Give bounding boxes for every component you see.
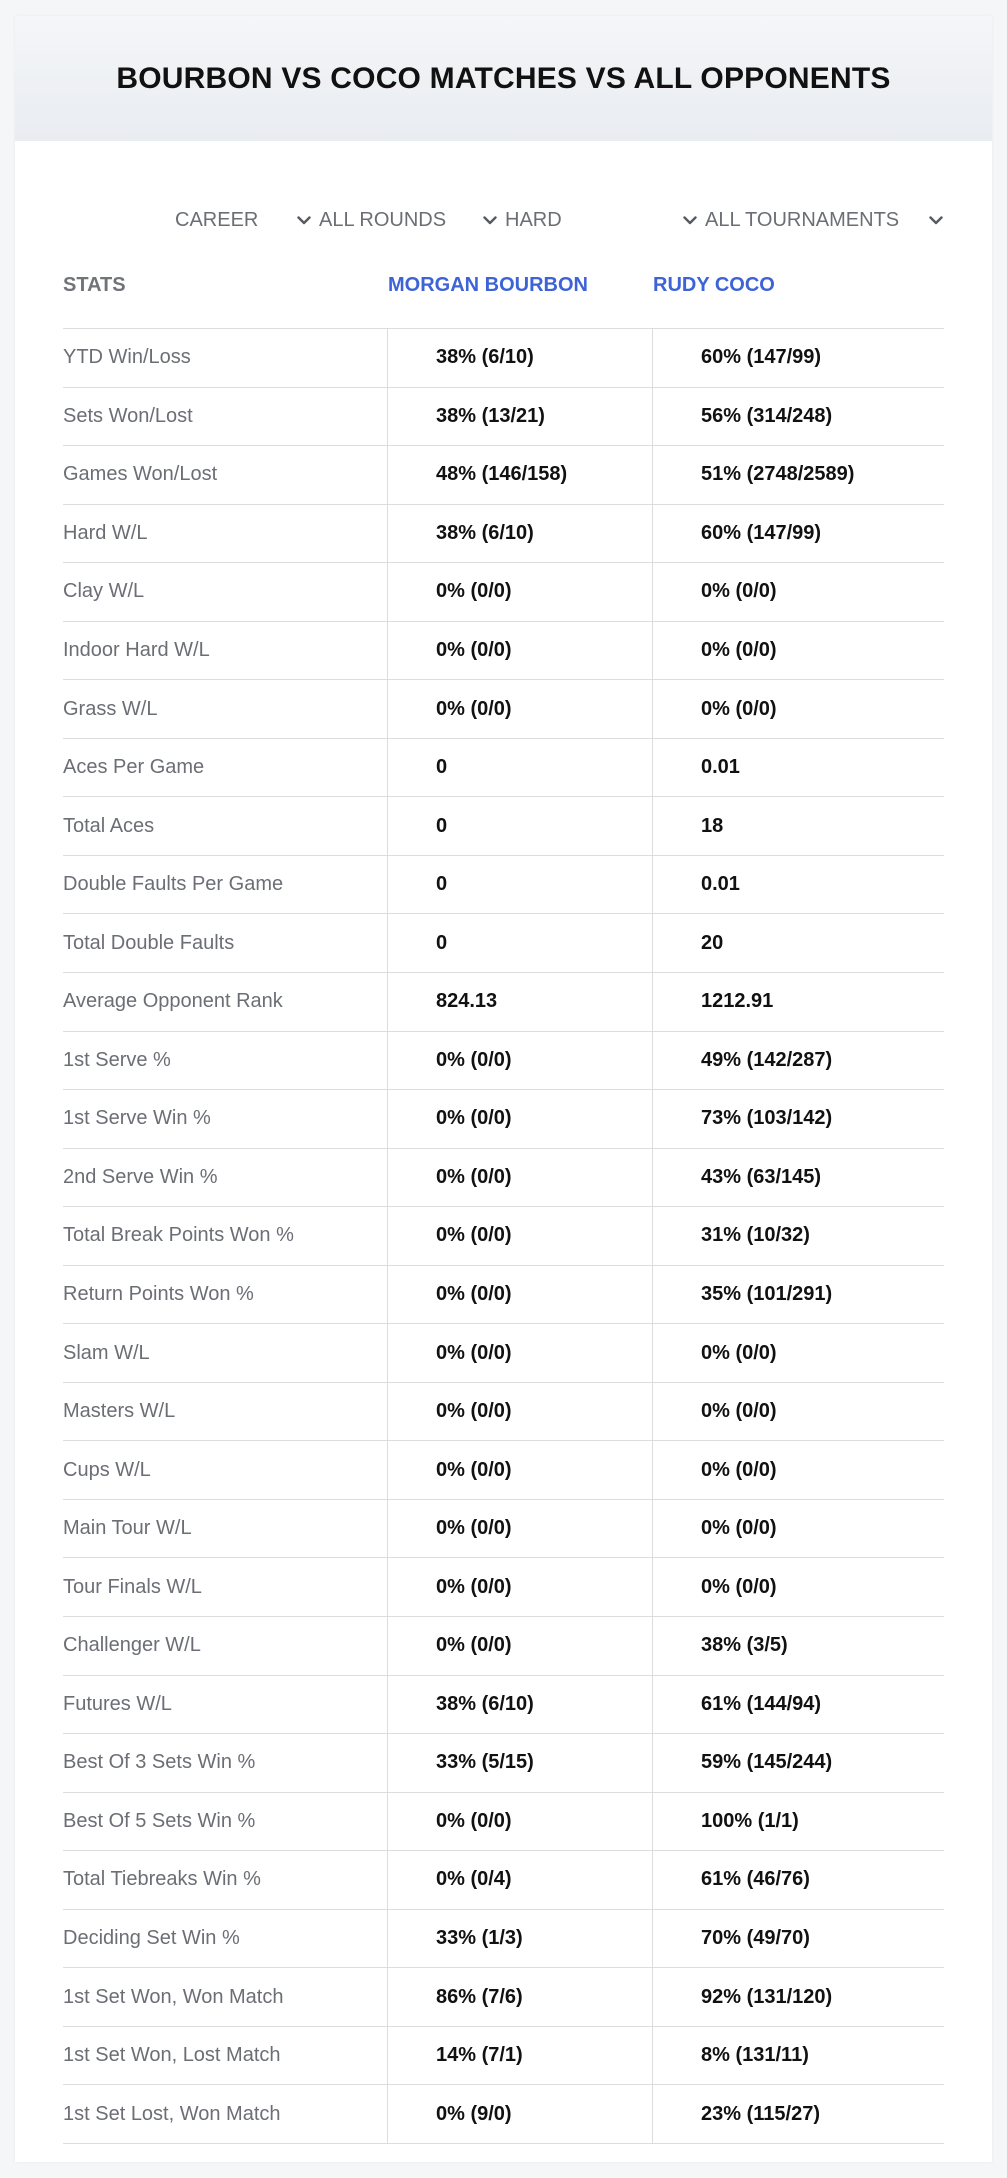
stat-label: 1st Set Lost, Won Match <box>63 2102 281 2125</box>
stat-label: Total Double Faults <box>63 931 235 954</box>
table-row <box>63 1734 944 1793</box>
player1-stat-value: 14% (7/1) <box>387 2027 652 2085</box>
chevron-down-icon <box>481 211 499 229</box>
stat-label: Tour Finals W/L <box>63 1575 202 1598</box>
player1-stat-value: 0% (0/0) <box>387 563 652 621</box>
rounds-select-value: ALL ROUNDS <box>319 208 447 231</box>
tournaments-select[interactable] <box>705 204 945 236</box>
table-row <box>63 388 944 447</box>
player2-stat-value: 0% (0/0) <box>652 1383 944 1441</box>
stat-label: Return Points Won % <box>63 1283 254 1306</box>
table-row <box>63 973 944 1032</box>
player2-stat-value: 61% (144/94) <box>652 1676 944 1734</box>
player1-stat-value: 0% (0/0) <box>387 1207 652 1265</box>
player2-stat-value: 0% (0/0) <box>652 1558 944 1616</box>
table-row <box>63 1032 944 1091</box>
table-row <box>63 856 944 915</box>
table-row <box>63 1500 944 1559</box>
player2-stat-value: 0.01 <box>652 856 944 914</box>
stat-label: Slam W/L <box>63 1341 150 1364</box>
stats-column-header: STATS <box>63 274 126 296</box>
table-row <box>63 1851 944 1910</box>
player1-stat-value: 0% (0/0) <box>387 622 652 680</box>
table-row <box>63 797 944 856</box>
player2-stat-value: 1212.91 <box>652 973 944 1031</box>
stat-label: Average Opponent Rank <box>63 990 283 1013</box>
player1-stat-value: 33% (5/15) <box>387 1734 652 1792</box>
player2-stat-value: 51% (2748/2589) <box>652 446 944 504</box>
player2-link[interactable]: RUDY COCO <box>653 274 775 296</box>
player1-stat-value: 0 <box>387 914 652 972</box>
player1-stat-value: 86% (7/6) <box>387 1968 652 2026</box>
table-row <box>63 739 944 798</box>
player1-stat-value: 38% (6/10) <box>387 1676 652 1734</box>
stats-card <box>15 16 992 2162</box>
player1-link[interactable]: MORGAN BOURBON <box>388 274 588 296</box>
table-row <box>63 1910 944 1969</box>
stat-label: 1st Set Won, Lost Match <box>63 2044 281 2067</box>
player1-stat-value: 0% (0/0) <box>387 1500 652 1558</box>
surface-select-value: HARD <box>505 208 562 231</box>
stat-label: 1st Serve Win % <box>63 1107 211 1130</box>
player1-stat-value: 0% (0/0) <box>387 1032 652 1090</box>
stat-label: YTD Win/Loss <box>63 346 191 369</box>
player1-stat-value: 0% (0/0) <box>387 1558 652 1616</box>
player1-stat-value: 33% (1/3) <box>387 1910 652 1968</box>
tournaments-select-value: ALL TOURNAMENTS <box>705 208 900 231</box>
table-row <box>63 1090 944 1149</box>
player2-stat-value: 73% (103/142) <box>652 1090 944 1148</box>
player1-stat-value: 0% (0/0) <box>387 1090 652 1148</box>
chevron-down-icon <box>681 211 699 229</box>
player2-stat-value: 38% (3/5) <box>652 1617 944 1675</box>
player1-stat-value: 38% (6/10) <box>387 329 652 387</box>
table-row <box>63 2027 944 2086</box>
player1-stat-value: 824.13 <box>387 973 652 1031</box>
stat-label: Hard W/L <box>63 521 148 544</box>
stat-label: Best Of 3 Sets Win % <box>63 1751 256 1774</box>
period-select-value: CAREER <box>175 208 259 231</box>
player1-stat-value: 0% (0/0) <box>387 680 652 738</box>
stat-label: Masters W/L <box>63 1400 176 1423</box>
stat-label: Futures W/L <box>63 1692 172 1715</box>
stat-label: Deciding Set Win % <box>63 1927 240 1950</box>
table-row <box>63 622 944 681</box>
player2-stat-value: 56% (314/248) <box>652 388 944 446</box>
table-body <box>63 329 944 2144</box>
player1-stat-value: 0% (9/0) <box>387 2085 652 2143</box>
player2-stat-value: 31% (10/32) <box>652 1207 944 1265</box>
stat-label: Sets Won/Lost <box>63 404 193 427</box>
table-row <box>63 2085 944 2144</box>
player1-stat-value: 0% (0/0) <box>387 1149 652 1207</box>
stat-label: Games Won/Lost <box>63 463 218 486</box>
player1-stat-value: 0 <box>387 856 652 914</box>
stat-label: Indoor Hard W/L <box>63 639 210 661</box>
player2-stat-value: 0% (0/0) <box>652 1324 944 1382</box>
player2-stat-value: 60% (147/99) <box>652 505 944 563</box>
table-row <box>63 680 944 739</box>
page-title: BOURBON VS COCO MATCHES VS ALL OPPONENTS <box>116 61 891 95</box>
player1-stat-value: 0% (0/4) <box>387 1851 652 1909</box>
rounds-select[interactable] <box>319 204 499 236</box>
stat-label: Cups W/L <box>63 1458 151 1481</box>
table-row <box>63 329 944 388</box>
player2-stat-value: 70% (49/70) <box>652 1910 944 1968</box>
table-row <box>63 1149 944 1208</box>
player2-stat-value: 61% (46/76) <box>652 1851 944 1909</box>
table-row <box>63 1617 944 1676</box>
table-row <box>63 446 944 505</box>
surface-select[interactable] <box>505 204 699 236</box>
player2-stat-value: 23% (115/27) <box>652 2085 944 2143</box>
table-row <box>63 1441 944 1500</box>
table-row <box>63 914 944 973</box>
table-row <box>63 505 944 564</box>
filter-bar <box>15 190 992 250</box>
player2-stat-value: 35% (101/291) <box>652 1266 944 1324</box>
player2-stat-value: 43% (63/145) <box>652 1149 944 1207</box>
stat-label: Grass W/L <box>63 697 158 720</box>
player2-stat-value: 0% (0/0) <box>652 1441 944 1499</box>
stat-label: Clay W/L <box>63 580 145 603</box>
table-row <box>63 1207 944 1266</box>
card-header <box>15 16 992 141</box>
player1-stat-value: 0% (0/0) <box>387 1383 652 1441</box>
player2-stat-value: 0% (0/0) <box>652 680 944 738</box>
player2-stat-value: 20 <box>652 914 944 972</box>
player1-stat-value: 38% (6/10) <box>387 505 652 563</box>
player2-stat-value: 0% (0/0) <box>652 1500 944 1558</box>
player2-stat-value: 60% (147/99) <box>652 329 944 387</box>
player2-stat-value: 92% (131/120) <box>652 1968 944 2026</box>
player1-stat-value: 0% (0/0) <box>387 1324 652 1382</box>
chevron-down-icon <box>927 211 945 229</box>
stat-label: Total Aces <box>63 814 155 837</box>
stat-label: 1st Set Won, Won Match <box>63 1985 284 2008</box>
player1-stat-value: 0% (0/0) <box>387 1617 652 1675</box>
table-row <box>63 1968 944 2027</box>
player2-stat-value: 0.01 <box>652 739 944 797</box>
table-row <box>63 1793 944 1852</box>
player1-stat-value: 48% (146/158) <box>387 446 652 504</box>
player2-stat-value: 8% (131/11) <box>652 2027 944 2085</box>
table-row <box>63 1676 944 1735</box>
player1-stat-value: 0% (0/0) <box>387 1793 652 1851</box>
player2-stat-value: 18 <box>652 797 944 855</box>
player2-stat-value: 0% (0/0) <box>652 622 944 680</box>
player1-stat-value: 0 <box>387 739 652 797</box>
player2-stat-value: 49% (142/287) <box>652 1032 944 1090</box>
table-row <box>63 1383 944 1442</box>
player2-stat-value: 0% (0/0) <box>652 563 944 621</box>
player1-stat-value: 0% (0/0) <box>387 1266 652 1324</box>
stat-label: Total Break Points Won % <box>63 1224 294 1247</box>
player1-stat-value: 0 <box>387 797 652 855</box>
table-row <box>63 1266 944 1325</box>
stat-label: 1st Serve % <box>63 1048 171 1071</box>
table-row <box>63 1558 944 1617</box>
stat-label: Total Tiebreaks Win % <box>63 1868 261 1891</box>
table-row <box>63 1324 944 1383</box>
stats-table <box>63 254 944 2144</box>
table-header <box>63 254 944 329</box>
stat-label: Main Tour W/L <box>63 1517 192 1540</box>
chevron-down-icon <box>295 211 313 229</box>
period-select[interactable] <box>175 204 313 236</box>
stat-label: Best Of 5 Sets Win % <box>63 1809 256 1832</box>
stat-label: 2nd Serve Win % <box>63 1165 218 1188</box>
stat-label: Aces Per Game <box>63 756 205 779</box>
player2-stat-value: 100% (1/1) <box>652 1793 944 1851</box>
stat-label: Double Faults Per Game <box>63 873 284 896</box>
table-row <box>63 563 944 622</box>
stat-label: Challenger W/L <box>63 1634 201 1657</box>
player1-stat-value: 0% (0/0) <box>387 1441 652 1499</box>
player2-stat-value: 59% (145/244) <box>652 1734 944 1792</box>
player1-stat-value: 38% (13/21) <box>387 388 652 446</box>
